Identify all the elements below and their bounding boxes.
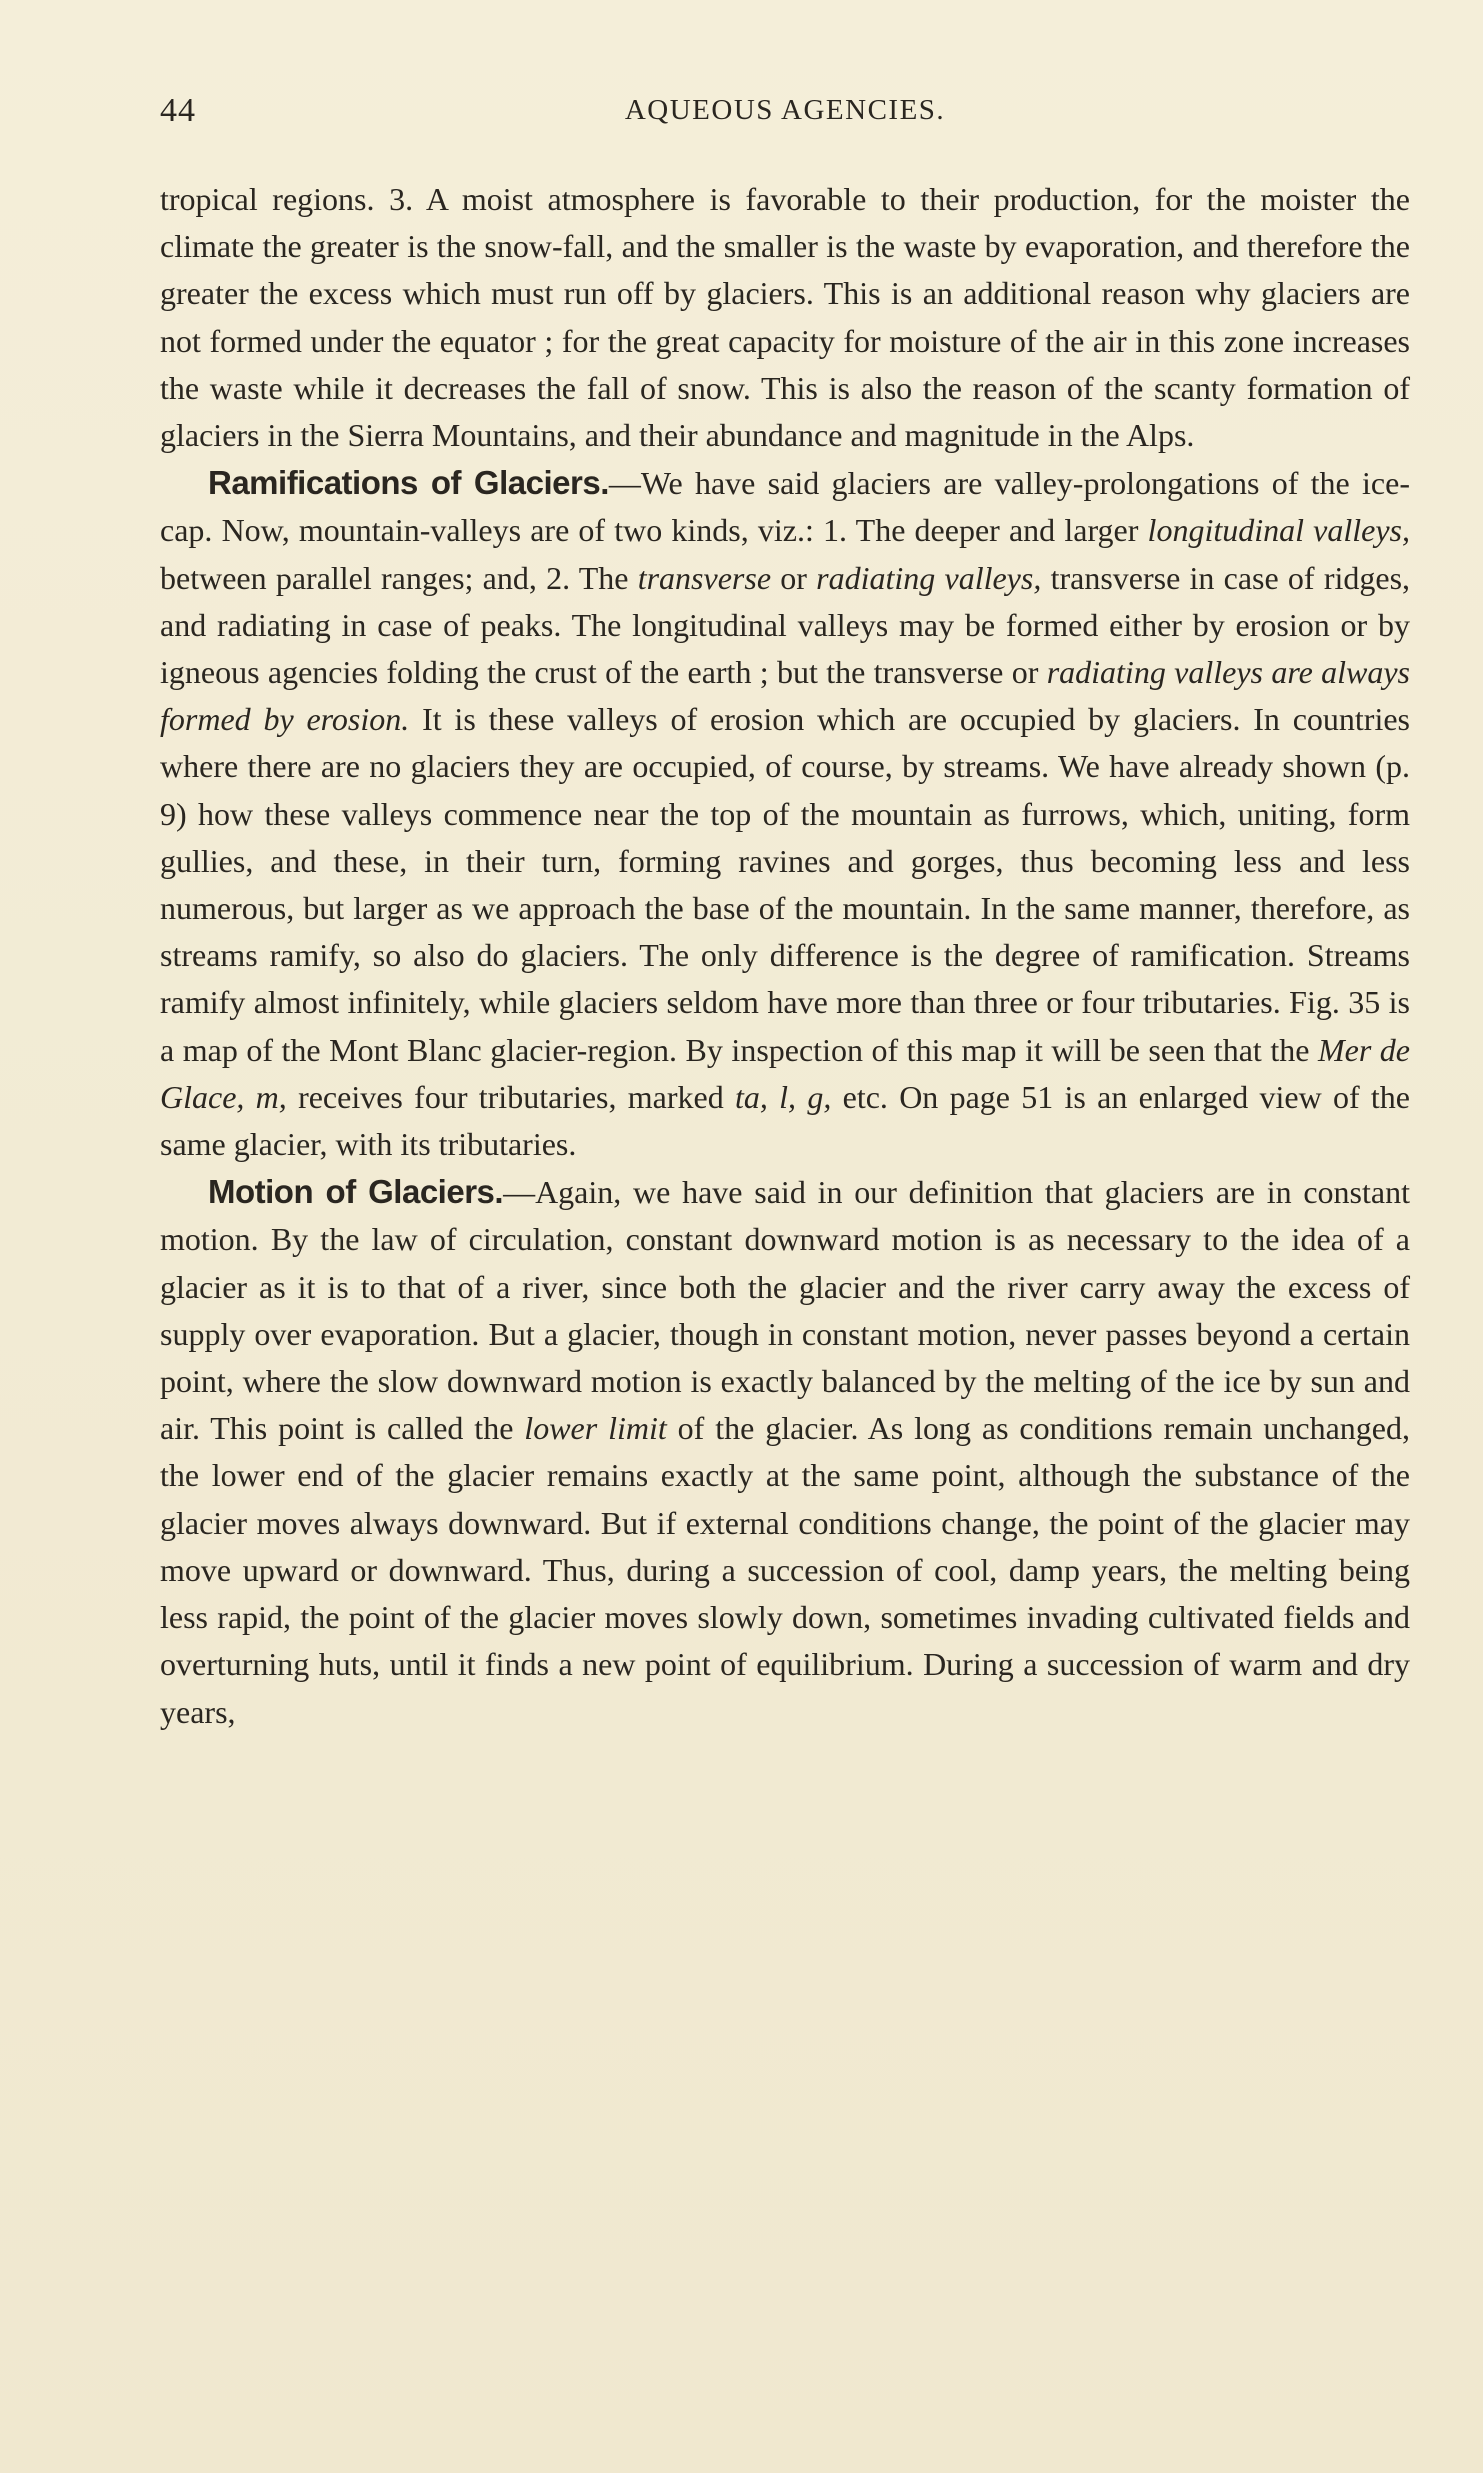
section-heading-ramifications: Ramifications of Glaciers.: [208, 464, 609, 502]
italic-run: lower limit: [524, 1410, 667, 1447]
page-header: [160, 92, 1410, 132]
paragraph-motion: [160, 1168, 1410, 1735]
text-run: of the glacier. As long as conditions remain unchanged, the lower end of the glacier remains exactly at the same point, although the substance of the glacier moves always downward. But if external conditions change, the point of the glacier may move upward or downward. Thus, during a succession of cool, damp years, the melting being less rapid, the point of the glacier moves slowly down, sometimes invading cultivated fields and overturning huts, until it finds a new point of equilibrium. During a succession of warm and dry years,: [160, 1410, 1411, 1730]
paragraph-continued: tropical regions. 3. A moist atmosphere is favorable to their production, for the moister the climate the greater is the snow-fall, and the smaller is the waste by evaporation, and therefore the greater the excess which must run off by glaciers. This is an additional reason why glaciers are not formed under the equator ; for the great capacity for moisture of the air in this zone increases the waste while it decreases the fall of snow. This is also the reason of the scanty formation of glaciers in the Sierra Mountains, and their abundance and magnitude in the Alps.: [160, 181, 1410, 454]
text-run: —We have said glaciers are valley-prolongations of the ice-cap. Now, mountain-valleys are of two kinds, viz.: 1. The deeper and larger: [160, 465, 1410, 549]
italic-run: radiating valleys are always formed by erosion.: [160, 654, 1411, 738]
text-run: or: [771, 559, 817, 596]
body-text: [160, 176, 1410, 1736]
text-run: etc. On page 51 is an enlarged view of the same glacier, with its tributaries.: [160, 1078, 1411, 1163]
italic-run: radiating valleys,: [816, 559, 1042, 596]
text-run: between parallel ranges; and, 2. The: [160, 559, 638, 596]
text-run: It is these valleys of erosion which are occupied by glaciers. In countries where there are no glaciers they are occupied, of course, by streams. We have already shown (p. 9) how these valleys commence near the top of the mountain as furrows, which, uniting, form gullies, and these, in their turn, forming ravines and gorges, thus becoming less and less numerous, but larger as we approach the base of the mountain. In the same manner, therefore, as streams ramify, so also do glaciers. The only difference is the degree of ramification. Streams ramify almost infinitely, while glaciers seldom have more than three or four tributaries. Fig. 35 is a map of the Mont Blanc glacier-region. By inspection of this map it will be seen that the: [160, 701, 1411, 1068]
italic-run: transverse: [637, 559, 772, 596]
text-run: transverse in case of ridges, and radiating in case of peaks. The longitudinal valleys may be formed either by erosion or by igneous agencies folding the crust of the earth ; but the transverse or: [160, 559, 1411, 691]
section-heading-motion: Motion of Glaciers.: [208, 1173, 504, 1211]
italic-run: Mer de Glace, m,: [160, 1031, 1411, 1115]
text-run: —Again, we have said in our definition that glaciers are in constant motion. By the law of circulation, constant downward motion is as necessary to the idea of a glacier as it is to that of a river, since both the glacier and the river carry away the excess of supply over evaporation. But a glacier, though in constant motion, never passes beyond a certain point, where the slow downward motion is exactly balanced by the melting of the ice by sun and air. This point is called the: [160, 1174, 1410, 1447]
page-number: 44: [160, 92, 196, 129]
paragraph-ramifications: [160, 459, 1410, 1168]
text-run: receives four tributaries, marked: [286, 1078, 735, 1115]
running-head: AQUEOUS AGENCIES.: [624, 94, 946, 126]
italic-run: longitudinal valleys,: [1147, 512, 1411, 549]
italic-run: ta, l, g,: [735, 1078, 832, 1115]
